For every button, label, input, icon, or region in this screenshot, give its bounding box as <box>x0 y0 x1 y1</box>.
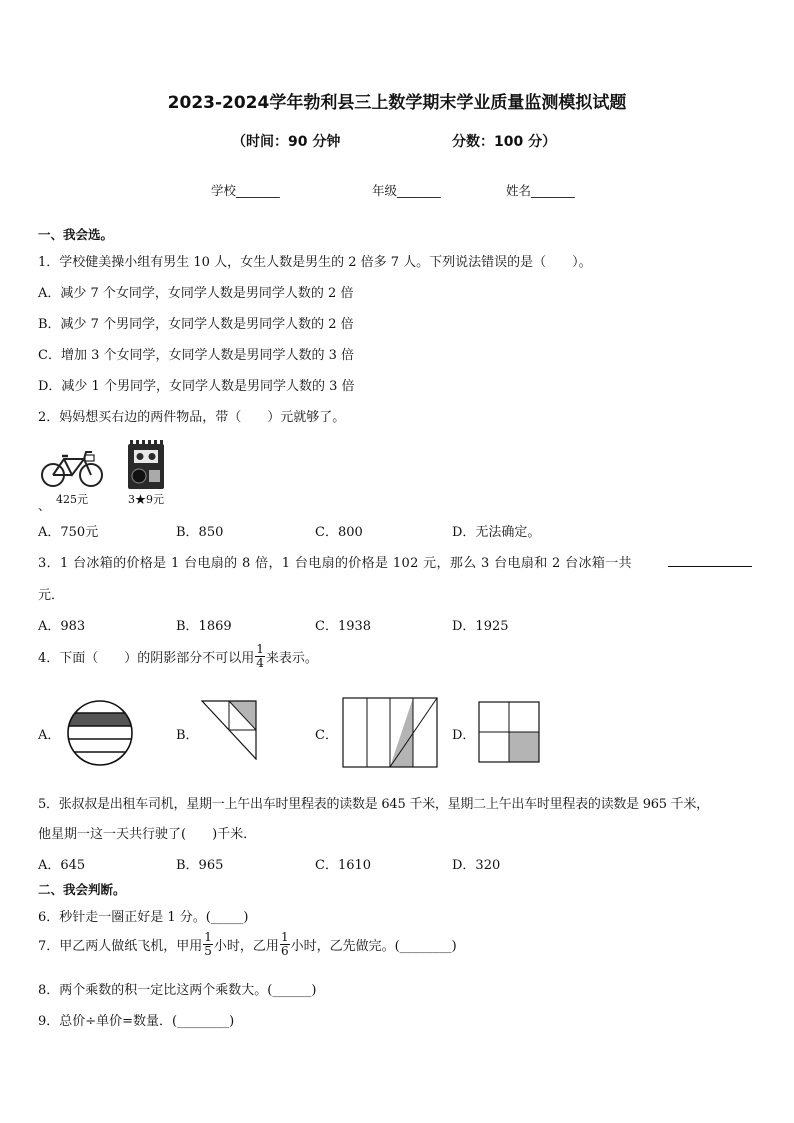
question-3-stem: 3．1 台冰箱的价格是 1 台电扇的 8 倍，1 台电扇的价格是 102 元，那么 3 台电扇和 2 台冰箱一共 <box>38 556 632 571</box>
school-field: 学校_______ <box>211 183 280 198</box>
question-7 <box>38 931 457 958</box>
question-1-option-a: A．减少 7 个女同学，女同学人数是男同学人数的 2 倍 <box>38 286 354 301</box>
fraction-denominator: 5 <box>204 944 212 958</box>
question-6: 6．秒针走一圈正好是 1 分。(_____) <box>38 910 249 925</box>
question-2-option-d: D．无法确定。 <box>452 525 541 540</box>
bicycle-price: 425元 <box>56 493 88 506</box>
fraction-denominator: 4 <box>256 656 264 670</box>
exam-score: 分数：100 分） <box>452 134 557 150</box>
question-4-stem-end: 来表示。 <box>265 651 318 666</box>
question-8: 8．两个乘数的积一定比这两个乘数大。(______) <box>38 983 317 998</box>
triangle-figure <box>201 700 257 760</box>
question-9: 9．总价÷单价=数量．(________) <box>38 1014 235 1029</box>
fraction-numerator: 1 <box>256 642 264 656</box>
question-1-option-b: B．减少 7 个男同学，女同学人数是男同学人数的 2 倍 <box>38 317 354 332</box>
question-2-stem: 2．妈妈想买右边的两件物品，带（ ）元就够了。 <box>38 410 346 425</box>
fraction-denominator: 6 <box>280 944 289 958</box>
question-7-end: 小时，乙先做完。(________) <box>290 939 457 954</box>
section-heading-choice: 一、我会选。 <box>38 227 114 242</box>
question-5-option-d: D．320 <box>452 858 501 873</box>
question-2-option-b: B．850 <box>176 525 224 540</box>
question-3-option-a: A．983 <box>38 619 86 634</box>
question-5-stem-line1: 5．张叔叔是出租车司机，星期一上午出车时里程表的读数是 645 千米，星期二上午出车时里程表的读数是 965 千米， <box>38 797 709 812</box>
question-3-unit: 元． <box>38 588 65 603</box>
question-4-option-d: D． <box>452 728 476 743</box>
fraction-numerator: 1 <box>204 930 212 944</box>
question-4-option-a: A． <box>38 728 61 743</box>
radio-price: 3★9元 <box>128 493 164 506</box>
fraction-one-fifth <box>203 931 213 958</box>
question-4-option-c: C． <box>315 728 338 743</box>
square-grid-figure <box>478 701 540 763</box>
bicycle-icon <box>40 447 104 489</box>
question-2-option-a: A．750元 <box>38 525 99 540</box>
question-7-middle: 小时，乙用 <box>213 939 279 954</box>
fraction-one-sixth <box>280 931 290 958</box>
question-1-option-d: D．减少 1 个男同学，女同学人数是男同学人数的 3 倍 <box>38 379 355 394</box>
fraction-numerator: 1 <box>280 930 289 944</box>
section-heading-judge: 二、我会判断。 <box>38 882 126 897</box>
page-title: 2023-2024学年勃利县三上数学期末学业质量监测模拟试题 <box>167 93 627 113</box>
exam-time: （时间：90 分钟 <box>232 134 341 150</box>
question-3-option-d: D．1925 <box>452 619 509 634</box>
question-5-option-c: C．1610 <box>315 858 372 873</box>
circle-figure <box>66 700 134 766</box>
question-4-option-b: B． <box>176 728 199 743</box>
grade-field: 年级_______ <box>372 183 441 198</box>
question-2-option-c: C．800 <box>315 525 363 540</box>
question-5-option-a: A．645 <box>38 858 86 873</box>
name-field: 姓名_______ <box>506 183 575 198</box>
question-3-option-b: B．1869 <box>176 619 232 634</box>
list-mark: 、 <box>38 499 51 513</box>
question-3-option-c: C．1938 <box>315 619 372 634</box>
radio-icon <box>127 440 165 490</box>
question-7-start: 7．甲乙两人做纸飞机，甲用 <box>38 939 203 954</box>
answer-blank <box>668 566 752 567</box>
fraction-one-quarter <box>255 643 265 670</box>
question-1-stem: 1．学校健美操小组有男生 10 人，女生人数是男生的 2 倍多 7 人。下列说法错误的是（ ）。 <box>38 255 592 270</box>
question-1-option-c: C．增加 3 个女同学，女同学人数是男同学人数的 3 倍 <box>38 348 355 363</box>
question-4-stem-start: 4．下面（ ）的阴影部分不可以用 <box>38 651 255 666</box>
question-4-stem <box>38 643 318 670</box>
question-5-option-b: B．965 <box>176 858 224 873</box>
rectangle-strips-figure <box>342 697 438 768</box>
question-5-stem-line2: 他星期一这一天共行驶了( )千米． <box>38 827 257 842</box>
